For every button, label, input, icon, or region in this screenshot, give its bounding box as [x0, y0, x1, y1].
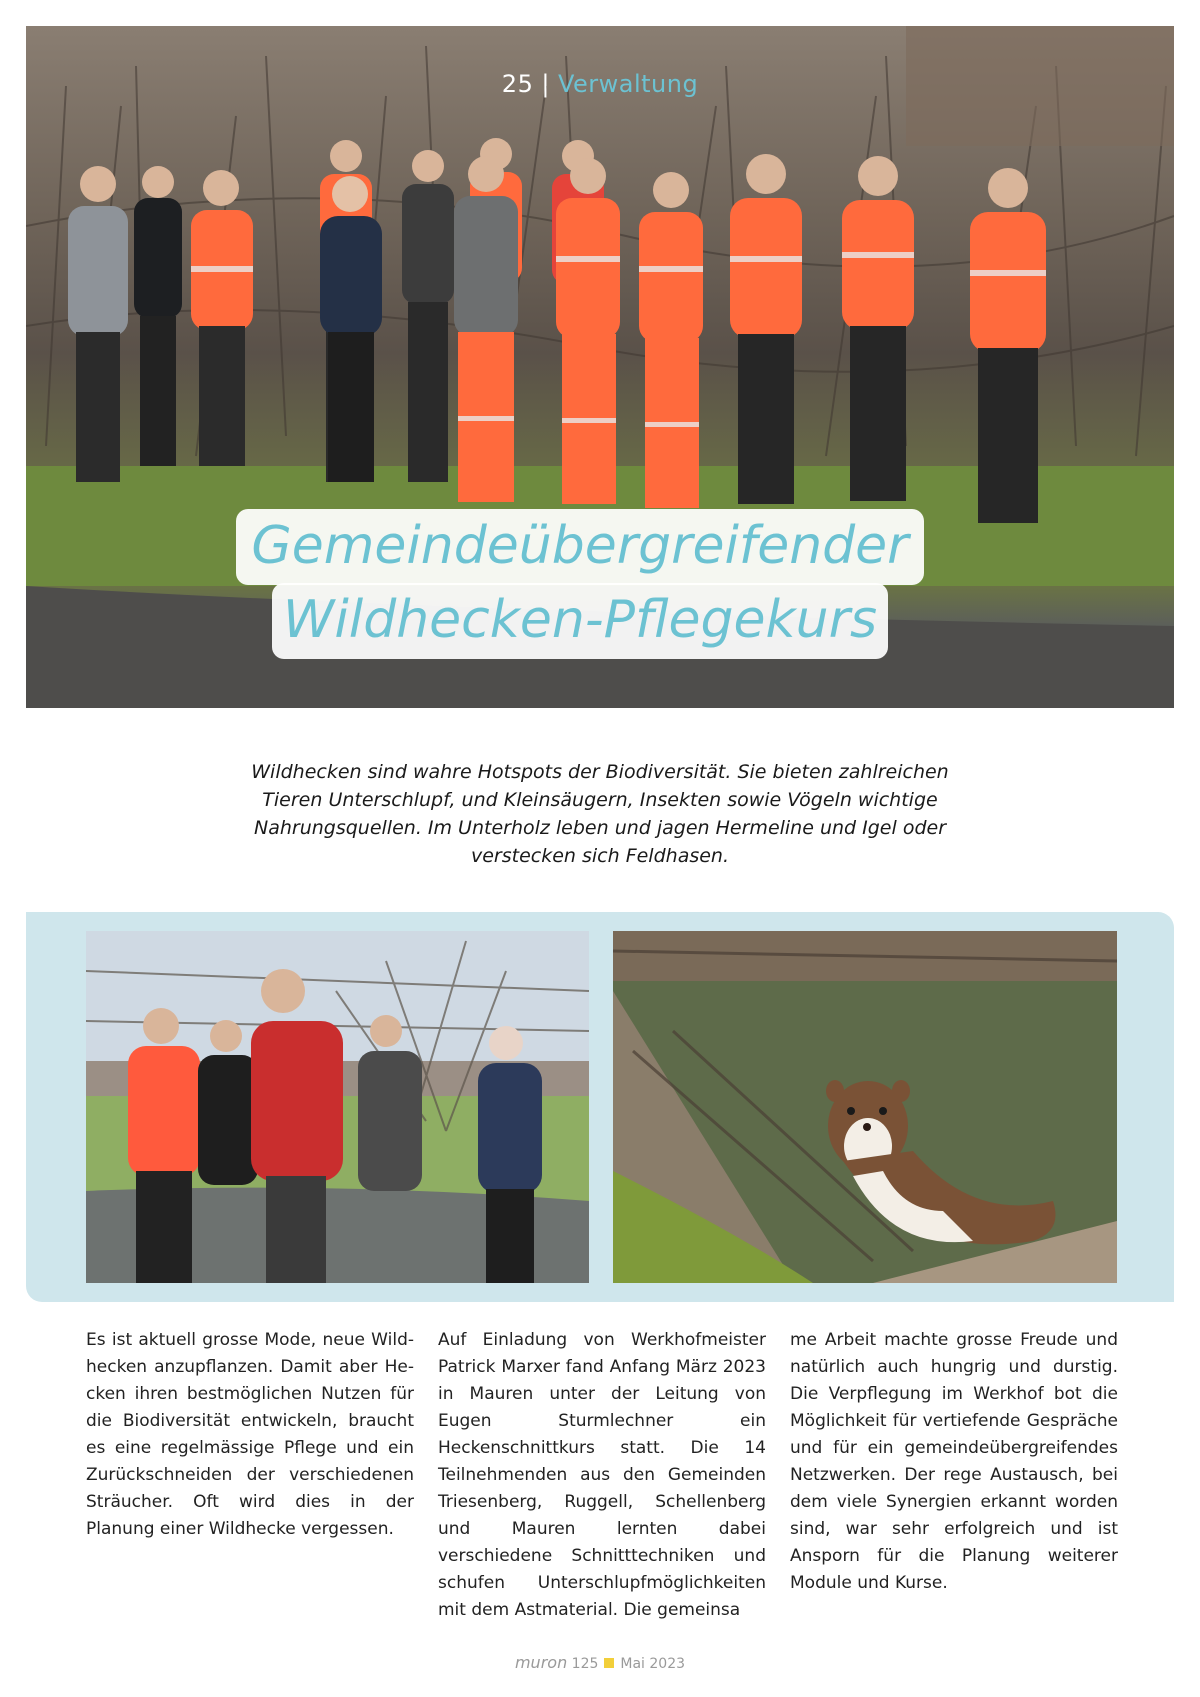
section-label: Verwaltung: [557, 70, 699, 98]
body-column-2: Auf Einladung von Werkhofmeister Patrick Marxer fand Anfang März 2023 in Mauren unter der Leitung von Eugen Sturmlechner ein Heckenschnittkurs statt. Die 14 Teilnehmenden aus den Gemeinden Triesenberg, Ruggell, Schellenberg und Mauren lernten dabei verschiedene Schnitttechniken und schufen Unterschlupfmöglichkeiten mit dem Astmaterial. Die gemeinsa: [438, 1330, 766, 1620]
lead-paragraph: Wildhecken sind wahre Hotspots der Biodiversität. Sie bieten zahlreichen Tieren Unterschlupf, und Kleinsäugern, Insekten sowie Vögeln wichtige Nahrungsquellen. Im Unterholz leben und jagen Hermeline und Igel oder verstecken sich Feldhasen.: [251, 761, 949, 867]
header-separator: |: [541, 70, 550, 98]
pruning-course-photo: [86, 931, 589, 1283]
article-title-line-2: Wildhecken-Pflegekurs: [272, 583, 888, 659]
body-column-3: me Arbeit machte grosse Freude und natürlich auch hungrig und durstig. Die Verpflegung im Werkhof bot die Möglichkeit für vertiefende Gespräche und für ein gemeindeübergreifendes Netzwerken. Der rege Austausch, bei dem viele Synergien erkannt worden sind, war sehr erfolgreich und ist Ansporn für die Planung weiterer Module und Kurse.: [790, 1330, 1118, 1593]
issue-number: 125: [571, 1656, 599, 1672]
page-footer: [0, 1653, 1200, 1672]
stoat-photo: [613, 931, 1117, 1283]
people-group: [68, 138, 1046, 523]
magazine-name: muron: [514, 1653, 568, 1672]
page-header: [26, 70, 1174, 98]
body-column-1: Es ist aktuell grosse Mode, neue Wildhecken anzupflanzen. Damit aber Hecken ihren bestmöglichen Nutzen für die Biodiversität entwickeln, braucht es eine regelmässige Pflege und ein Zurückschneiden der verschiedenen Sträucher. Oft wird dies in der Planung einer Wildhecke vergessen.: [86, 1330, 414, 1539]
footer-square-icon: [604, 1658, 614, 1668]
issue-date: Mai 2023: [620, 1656, 686, 1672]
article-title-line-1: Gemeindeübergreifender: [236, 509, 924, 585]
page-number: 25: [501, 70, 534, 98]
